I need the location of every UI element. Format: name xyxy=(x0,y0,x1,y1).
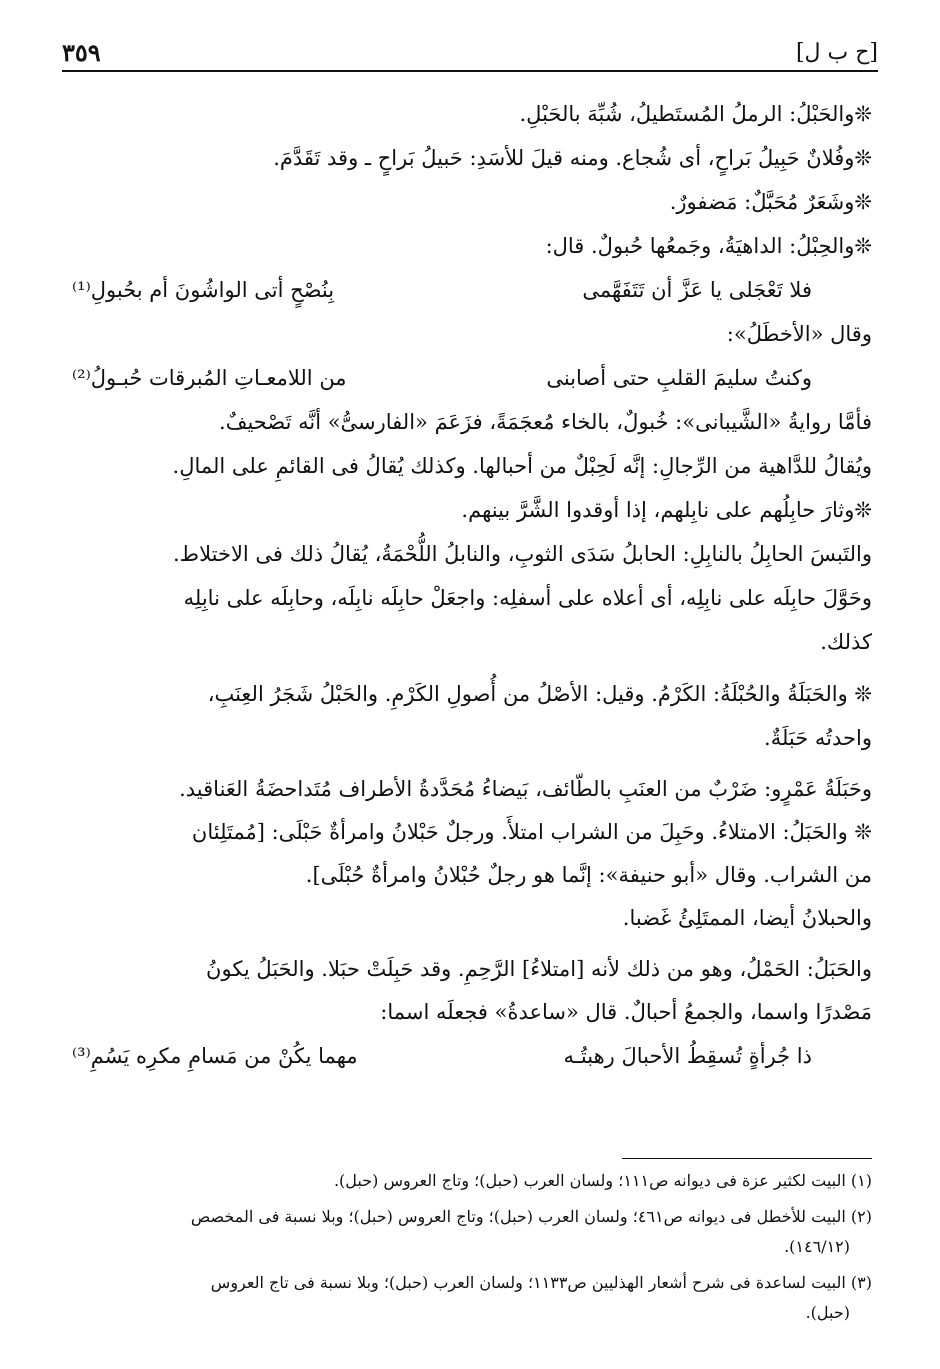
footnote-2: (٢) البيت للأخطل فى ديوانه ص٤٦١؛ ولسان العرب (حبل)؛ وتاج العروس (حبل)؛ وبلا نسبة فى المخصص xyxy=(190,1207,872,1226)
verse-first-hemistich: وكنتُ سليمَ القلبِ حتى أصابنى xyxy=(546,366,812,390)
verse-line xyxy=(62,1034,872,1078)
text-line: ❊وشَعَرٌ مُحَبَّلٌ: مَضفورٌ. xyxy=(669,190,872,214)
verse-first-hemistich: فلا تَعْجَلى يا عَزَّ أن تَتَفَهَّمى xyxy=(582,278,812,302)
verse-second-hemistich: بِنُصْحٍ أتى الواشُونَ أم بحُبولِ⁽¹⁾ xyxy=(72,278,335,302)
text-line: ❊ والحَبَلُ: الامتلاءُ. وحَبِلَ من الشراب امتلأَ. ورجلٌ حَبْلانُ وامرأةٌ حَبْلَى: [مُمتَلِئان xyxy=(191,820,872,844)
text-line: ❊والحِبْلُ: الداهيَةُ، وجَمعُها حُبولٌ. قال: xyxy=(545,234,872,258)
text-line: مَصْدرًا واسما، والجمعُ أحبالٌ. قال «ساعدةُ» فجعلَه اسما: xyxy=(380,1000,872,1024)
footnote-rule xyxy=(622,1158,872,1159)
verse-second-hemistich: من اللامعـاتِ المُبرقات حُبـولُ⁽²⁾ xyxy=(72,366,347,390)
footnote-1: (١) البيت لكثير عزة فى ديوانه ص١١١؛ ولسان العرب (حبل)؛ وتاج العروس (حبل). xyxy=(333,1171,872,1190)
header-rule xyxy=(62,70,878,72)
text-line: ❊وثارَ حابِلُهم على نابِلهم، إذا أوقدوا الشَّرَّ بينهم. xyxy=(461,498,872,522)
verse-second-hemistich: مهما يكُنْ من مَسامِ مكرِه يَسُمِ⁽³⁾ xyxy=(72,1044,358,1068)
verse-line xyxy=(62,268,872,312)
text-line: فأمَّا روايةُ «الشَّيبانى»: خُبولٌ، بالخاء مُعجَمَةً، فزَعَمَ «الفارسىُّ» أنَّه تَصْحيفٌ. xyxy=(219,410,872,434)
paragraph-gap xyxy=(62,940,872,948)
text-line: ❊ والحَبَلَةُ والحُبْلَةُ: الكَرْمُ. وقيل: الأصْلُ من أُصولِ الكَرْمِ. والحَبْلُ شَجَرُ العِنَبِ، xyxy=(207,682,872,706)
footnotes xyxy=(62,1166,872,1328)
text-line: ❊وفُلانٌ حَبِيلُ بَراحٍ، أى شُجاع. ومنه قيلَ للأسَدِ: حَبيلُ بَراحٍ ـ وقد تَقَدَّمَ. xyxy=(273,146,872,170)
page-header xyxy=(62,38,878,72)
footnote-2-continuation: (١٤٦/١٢). xyxy=(784,1237,850,1256)
text-line: وحَوَّلَ حابِلَه على نابِلِه، أى أعلاه على أسفلِه: واجعَلْ حابِلَه نابِلَه، وحابِلَه على نابِلِه xyxy=(183,586,872,610)
text-line: والحَبَلُ: الحَمْلُ، وهو من ذلك لأنه [امتلاءُ] الرَّحِمِ. وقد حَبِلَتْ حبَلا. والحَبَلُ يكونُ xyxy=(206,957,872,981)
text-line: كذلك. xyxy=(820,630,872,654)
text-line: ❊والحَبْلُ: الرملُ المُستَطيلُ، شُبِّهَ بالحَبْلِ. xyxy=(519,102,872,126)
verse-line xyxy=(62,356,872,400)
page-number: ٣٥٩ xyxy=(62,38,101,67)
text-line: وقال «الأخطَلُ»: xyxy=(726,322,872,346)
paragraph-gap xyxy=(62,760,872,768)
text-line: ويُقالُ للدَّاهية من الرِّجالِ: إنَّه لَحِبْلٌ من أحبالها. وكذلك يُقالُ فى القائمِ على المالِ. xyxy=(172,454,872,478)
text-line: والتَبسَ الحابِلُ بالنابِلِ: الحابلُ سَدَى الثوبِ، والنابلُ اللُّحْمَةُ، يُقالُ ذلك فى الاختلاط. xyxy=(173,542,872,566)
text-line: من الشراب. وقال «أبو حنيفة»: إنَّما هو رجلٌ حُبْلانُ وامرأةٌ حُبْلَى]. xyxy=(305,863,872,887)
footnote-3: (٣) البيت لساعدة فى شرح أشعار الهذليين ص١١٣٣؛ ولسان العرب (حبل)؛ وبلا نسبة فى تاج العروس xyxy=(210,1273,872,1292)
text-line: واحدتُه حَبَلَةٌ. xyxy=(764,726,872,750)
footnote-3-continuation: (حبل). xyxy=(805,1303,850,1322)
paragraph-gap xyxy=(62,664,872,672)
verse-first-hemistich: ذا جُرأةٍ تُسقِطُ الأحبالَ رهبتُـه xyxy=(563,1044,812,1068)
text-line: والحبلانُ أيضا، الممتَلِئُ غَضبا. xyxy=(622,906,872,930)
main-text xyxy=(62,92,872,1078)
text-line: وحَبَلَةُ عَمْرٍو: ضَرْبٌ من العنَبِ بالطّائف، بَيضاءُ مُحَدَّدةُ الأطراف مُتَداحضَةُ العَناقيد. xyxy=(179,777,872,801)
root-label: [ح ب ل] xyxy=(795,40,878,65)
